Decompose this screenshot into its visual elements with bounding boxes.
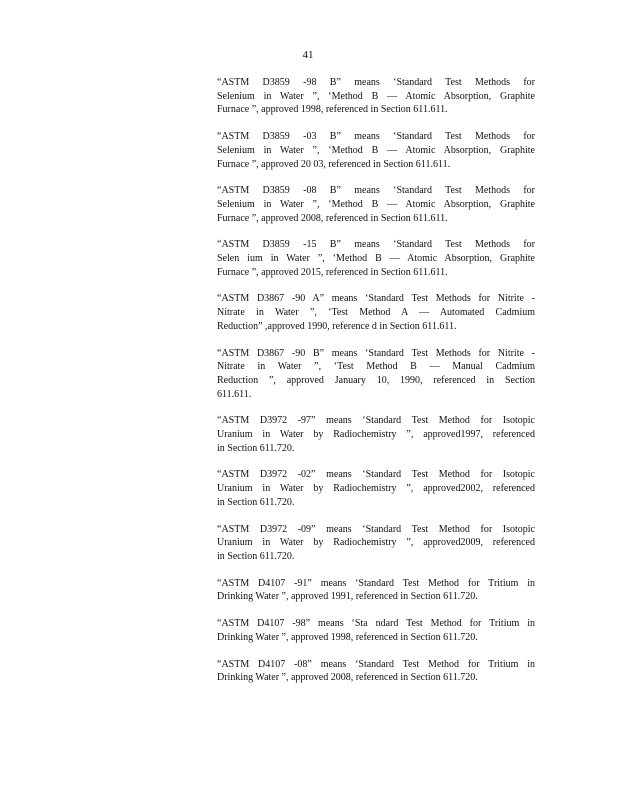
definition-entry (217, 76, 535, 117)
definition-entry (217, 658, 535, 685)
entry-line: Selenium in Water ”, ‘Method B — Atomic Absorption, Graphite (217, 198, 535, 210)
entry-line: “ASTM D3859 -03 B” means ‘Standard Test Methods for (217, 131, 535, 143)
entry-line: “ASTM D4107 -91” means ‘Standard Test Method for Tritium in (217, 577, 535, 589)
entry-line: Furnace ”, approved 2008, referenced in Section 611.611. (217, 212, 448, 224)
entry-line: “ASTM D3867 -90 B” means ‘Standard Test Methods for Nitrite - (217, 347, 535, 359)
definition-entry (217, 184, 535, 225)
entry-line: Selenium in Water ”, ‘Method B — Atomic Absorption, Graphite (217, 90, 535, 102)
entry-line: Uranium in Water by Radiochemistry ”, approved2009, referenced (217, 537, 535, 549)
entry-line: Selen ium in Water ”, ‘Method B — Atomic Absorption, Graphite (217, 253, 535, 265)
entry-line: Reduction” ,approved 1990, reference d in Section 611.611. (217, 320, 457, 332)
entry-line: “ASTM D3867 -90 A” means ‘Standard Test Methods for Nitrite - (217, 293, 535, 305)
definition-entry (217, 414, 535, 455)
definition-entry (217, 523, 535, 564)
entry-line: “ASTM D3972 -09” means ‘Standard Test Method for Isotopic (217, 523, 535, 535)
entry-line: “ASTM D3972 -97” means ‘Standard Test Method for Isotopic (217, 415, 535, 427)
entry-line: Nitrate in Water ”, ‘Test Method B — Manual Cadmium (217, 361, 535, 373)
definition-entry (217, 347, 535, 402)
definition-entry (217, 617, 535, 644)
entry-line: Furnace ”, approved 1998, referenced in Section 611.611. (217, 104, 448, 116)
entry-line: Uranium in Water by Radiochemistry ”, approved1997, referenced (217, 429, 535, 441)
entry-line: Furnace ”, approved 2015, referenced in Section 611.611. (217, 266, 448, 278)
definition-entry (217, 577, 535, 604)
definitions-list (217, 76, 535, 698)
definition-entry (217, 292, 535, 333)
definition-entry (217, 130, 535, 171)
definition-entry (217, 238, 535, 279)
entry-line: in Section 611.720. (217, 442, 295, 454)
entry-line: Drinking Water ”, approved 1998, referenced in Section 611.720. (217, 631, 478, 643)
definition-entry (217, 468, 535, 509)
entry-line: 611.611. (217, 388, 252, 400)
entry-line: Uranium in Water by Radiochemistry ”, approved2002, referenced (217, 483, 535, 495)
entry-line: Nitrate in Water ”, ‘Test Method A — Automated Cadmium (217, 307, 535, 319)
entry-line: “ASTM D3859 -98 B” means ‘Standard Test Methods for (217, 77, 535, 88)
entry-line: “ASTM D4107 -98” means ‘Sta ndard Test Method for Tritium in (217, 618, 535, 630)
entry-line: in Section 611.720. (217, 550, 295, 562)
entry-line: Selenium in Water ”, ‘Method B — Atomic Absorption, Graphite (217, 144, 535, 156)
entry-line: “ASTM D4107 -08” means ‘Standard Test Method for Tritium in (217, 658, 535, 670)
entry-line: Drinking Water ”, approved 2008, referenced in Section 611.720. (217, 672, 478, 684)
page-number: 41 (302, 49, 314, 61)
entry-line: Drinking Water ”, approved 1991, referenced in Section 611.720. (217, 591, 478, 603)
entry-line: “ASTM D3859 -15 B” means ‘Standard Test Methods for (217, 239, 535, 251)
entry-line: Reduction ”, approved January 10, 1990, referenced in Section (217, 374, 535, 386)
entry-line: Furnace ”, approved 20 03, referenced in Section 611.611. (217, 158, 451, 170)
entry-line: in Section 611.720. (217, 496, 295, 508)
entry-line: “ASTM D3972 -02” means ‘Standard Test Method for Isotopic (217, 469, 535, 481)
entry-line: “ASTM D3859 -08 B” means ‘Standard Test Methods for (217, 185, 535, 197)
